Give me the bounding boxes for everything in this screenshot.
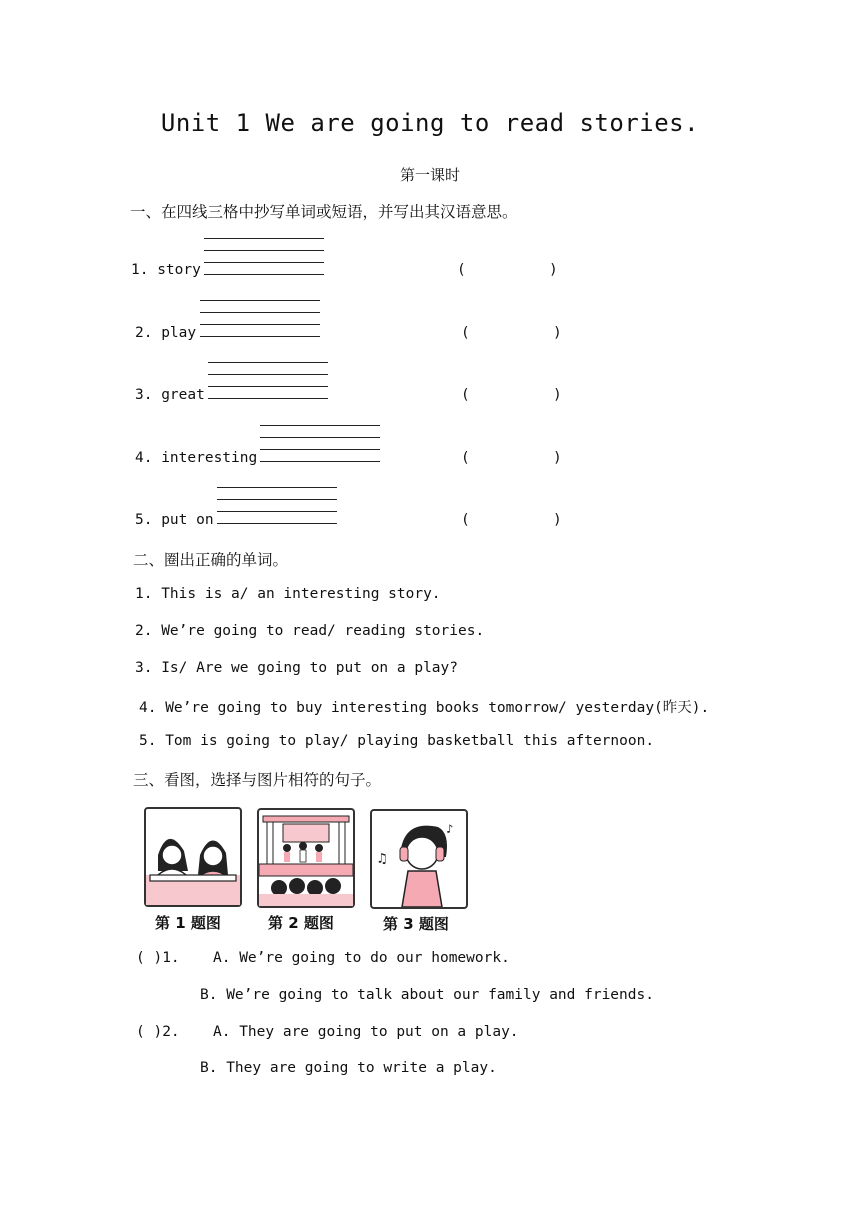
answer-paren-close-2: ) (553, 325, 562, 341)
picture-3-caption: 第 3 题图 (383, 915, 449, 933)
question-2-option-b: B. They are going to write a play. (200, 1060, 497, 1076)
picture-3-girl-music (370, 809, 468, 909)
question-2-option-a: A. They are going to put on a play. (213, 1024, 519, 1040)
writing-lines-5[interactable] (217, 487, 337, 525)
circle-item-1: 1. This is a/ an interesting story. (135, 586, 441, 602)
answer-paren-close-1: ) (549, 262, 558, 278)
section2-heading: 二、圈出正确的单词。 (133, 551, 289, 569)
writing-lines-3[interactable] (208, 362, 328, 400)
svg-text:♫: ♫ (378, 851, 387, 867)
word-item-5: 5. put on (135, 512, 214, 528)
answer-paren-close-5: ) (553, 512, 562, 528)
answer-paren-close-3: ) (553, 387, 562, 403)
circle-item-4: 4. We’re going to buy interesting books tomorrow/ yesterday(昨天). (139, 700, 710, 716)
writing-lines-1[interactable] (204, 238, 324, 276)
circle-item-2: 2. We’re going to read/ reading stories. (135, 623, 485, 639)
writing-lines-2[interactable] (200, 300, 320, 338)
answer-paren-close-4: ) (553, 450, 562, 466)
answer-paren-open-4: ( (461, 450, 470, 466)
svg-text:♪: ♪ (446, 822, 454, 836)
circle-item-3: 3. Is/ Are we going to put on a play? (135, 660, 459, 676)
picture-2-caption: 第 2 题图 (268, 914, 334, 932)
section1-heading: 一、在四线三格中抄写单词或短语，并写出其汉语意思。 (130, 203, 518, 221)
question-1-option-a: A. We’re going to do our homework. (213, 950, 510, 966)
answer-paren-open-1: ( (457, 262, 466, 278)
answer-paren-open-5: ( (461, 512, 470, 528)
question-2-prefix[interactable]: ( )2. (136, 1024, 180, 1040)
picture-1-two-girls (144, 807, 242, 907)
question-1-prefix[interactable]: ( )1. (136, 950, 180, 966)
circle-item-5: 5. Tom is going to play/ playing basketball this afternoon. (139, 733, 655, 749)
answer-paren-open-2: ( (461, 325, 470, 341)
word-item-1: 1. story (131, 262, 201, 278)
page-title: Unit 1 We are going to read stories. (160, 109, 700, 137)
word-item-4: 4. interesting (135, 450, 258, 466)
picture-1-caption: 第 1 题图 (155, 914, 221, 932)
writing-lines-4[interactable] (260, 425, 380, 463)
word-item-3: 3. great (135, 387, 205, 403)
word-item-2: 2. play (135, 325, 197, 341)
picture-2-stage-play (257, 808, 355, 908)
answer-paren-open-3: ( (461, 387, 470, 403)
section3-heading: 三、看图，选择与图片相符的句子。 (133, 771, 382, 789)
question-1-option-b: B. We’re going to talk about our family and friends. (200, 987, 654, 1003)
lesson-subtitle: 第一课时 (399, 166, 460, 184)
